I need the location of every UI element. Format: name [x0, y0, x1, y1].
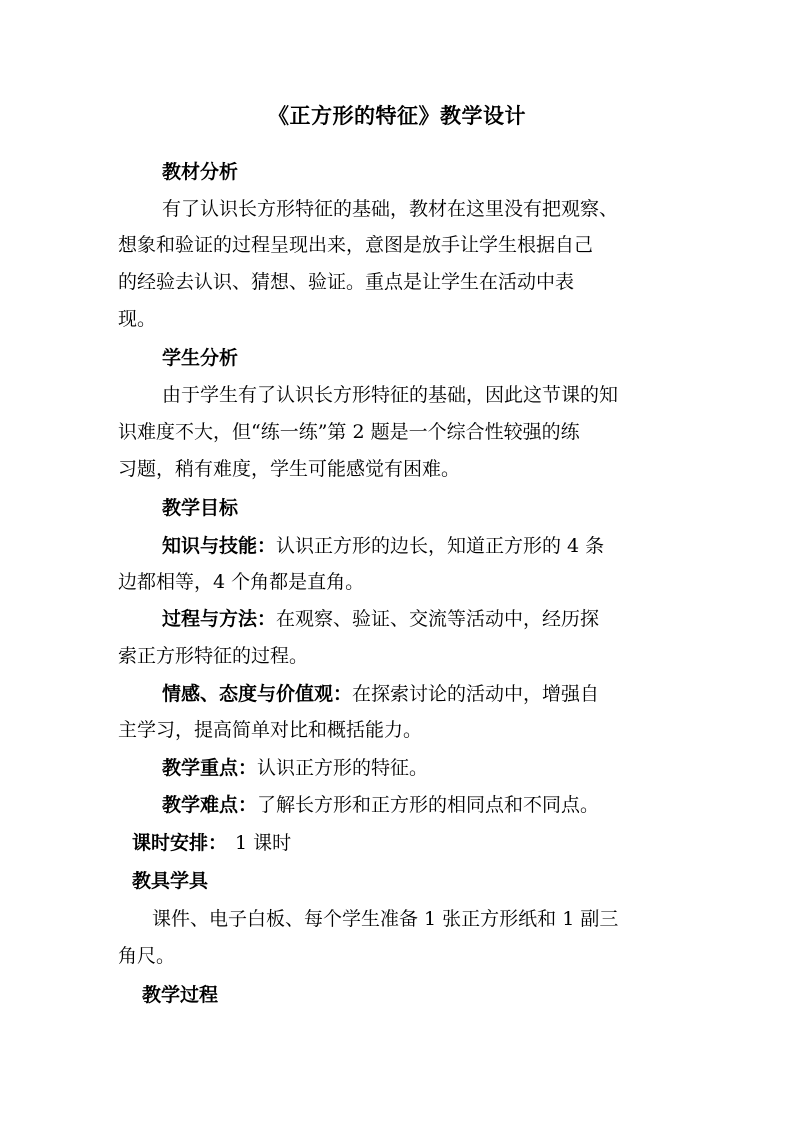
- knowledge-skills-label: 知识与技能：: [162, 535, 277, 557]
- process-methods-line: [162, 604, 599, 631]
- student-analysis-line-2: 识难度不大，但“练一练”第 2 题是一个综合性较强的练: [118, 421, 580, 443]
- teaching-difficulty-line: [162, 790, 599, 817]
- teaching-difficulty-label: 教学难点：: [162, 794, 258, 816]
- process-methods-label: 过程与方法：: [162, 608, 277, 630]
- emotion-values-text-2: 主学习，提高简单对比和概括能力。: [118, 719, 423, 741]
- schedule-label: 课时安排：: [132, 832, 228, 854]
- heading-textbook-analysis: 教材分析: [162, 161, 239, 183]
- schedule-line: [132, 828, 291, 855]
- textbook-analysis-line-2: 想象和验证的过程呈现出来，意图是放手让学生根据自己: [118, 234, 594, 256]
- document-title: 《正方形的特征》教学设计: [268, 103, 526, 128]
- knowledge-skills-text-1: 认识正方形的边长，知道正方形的 4 条: [276, 535, 605, 557]
- teaching-key-text: 认识正方形的特征。: [257, 757, 429, 779]
- teaching-key-label: 教学重点：: [162, 757, 258, 779]
- emotion-values-label: 情感、态度与价值观：: [162, 683, 353, 705]
- textbook-analysis-line-4: 现。: [118, 308, 157, 330]
- student-analysis-line-3: 习题，稍有难度，学生可能感觉有困难。: [118, 458, 461, 480]
- heading-teaching-process: 教学过程: [142, 984, 219, 1006]
- heading-materials: 教具学具: [132, 870, 209, 892]
- emotion-values-text-1: 在探索讨论的活动中，增强自: [352, 683, 600, 705]
- knowledge-skills-text-2: 边都相等，4 个角都是直角。: [118, 571, 365, 593]
- teaching-key-line: [162, 753, 428, 780]
- materials-line-1: 课件、电子白板、每个学生准备 1 张正方形纸和 1 副三: [152, 908, 619, 930]
- process-methods-text-2: 索正方形特征的过程。: [118, 645, 309, 667]
- student-analysis-line-1: 由于学生有了认识长方形特征的基础，因此这节课的知: [162, 384, 619, 406]
- materials-line-2: 角尺。: [118, 945, 176, 967]
- textbook-analysis-line-3: 的经验去认识、猜想、验证。重点是让学生在活动中表: [118, 271, 575, 293]
- process-methods-text-1: 在观察、验证、交流等活动中，经历探: [276, 608, 600, 630]
- heading-teaching-goals: 教学目标: [162, 497, 239, 519]
- heading-student-analysis: 学生分析: [162, 347, 239, 369]
- teaching-difficulty-text: 了解长方形和正方形的相同点和不同点。: [257, 794, 600, 816]
- schedule-value: 1 课时: [235, 832, 292, 854]
- textbook-analysis-line-1: 有了认识长方形特征的基础，教材在这里没有把观察、: [162, 198, 619, 220]
- knowledge-skills-line: [162, 531, 604, 558]
- emotion-values-line: [162, 679, 599, 706]
